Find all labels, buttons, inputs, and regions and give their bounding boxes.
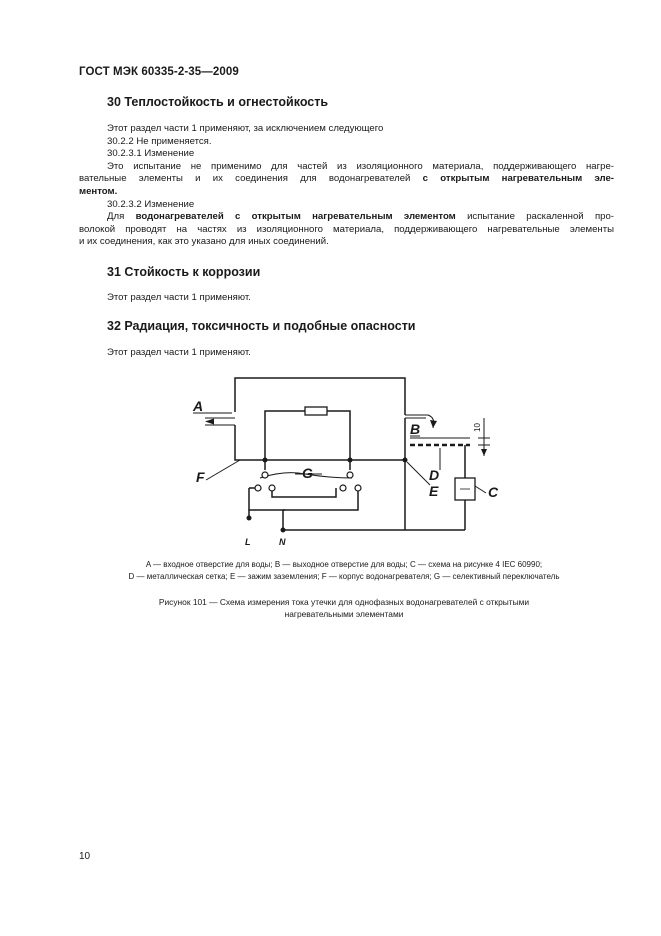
- diagram-wiring: [193, 378, 490, 530]
- para-6-text-c: испытание раскаленной про-: [455, 211, 615, 223]
- switch-contact: [347, 472, 353, 478]
- section-30-para-6-line-2: волокой проводят на частях из изоляционного материала, поддерживающего нагревательные элементы: [79, 223, 614, 235]
- terminal-n-dot: [281, 528, 286, 533]
- leader-e: [407, 462, 430, 485]
- section-30-para-6-line-3: и их соединения, как это указано для иных соединений.: [79, 236, 329, 248]
- section-30-para-3: 30.2.3.1 Изменение: [107, 148, 195, 160]
- figure-legend-line-1: A — входное отверстие для воды; B — выходное отверстие для воды; C — схема на рисунке 4 IEC 60990;: [145, 560, 543, 569]
- junction-dot: [403, 458, 408, 463]
- para-4-bold-end: ментом.: [79, 185, 118, 197]
- label-c: C: [488, 484, 499, 500]
- switch-contact: [255, 485, 261, 491]
- document-header: ГОСТ МЭК 60335-2-35—2009: [79, 66, 239, 78]
- heating-element-wires: [265, 411, 350, 460]
- section-30-para-2: 30.2.2 Не применяется.: [107, 135, 212, 147]
- junction-dot: [263, 458, 268, 463]
- switch-contact: [355, 485, 361, 491]
- heater-body-outline: [235, 378, 405, 415]
- label-f: F: [196, 469, 205, 485]
- para-4-bold: с открытым нагревательным эле-: [422, 173, 614, 185]
- section-30-para-1: Этот раздел части 1 применяют, за исключением следующего: [107, 123, 384, 134]
- section-30-para-4-line-1: Это испытание не применимо для частей из изоляционного материала, поддерживающего нагре-: [107, 160, 614, 172]
- label-g: G: [302, 465, 313, 481]
- dimension-arrow: [481, 449, 487, 456]
- section-32-title: 32 Радиация, токсичность и подобные опасности: [107, 319, 416, 333]
- terminal-l-dot: [247, 516, 252, 521]
- figure-legend-line-2: D — металлическая сетка; E — зажим заземления; F — корпус водонагревателя; G — селективный переключатель: [128, 571, 560, 581]
- leader-c: [475, 486, 486, 493]
- switch-contact: [269, 485, 275, 491]
- switch-contact: [340, 485, 346, 491]
- section-31-title: 31 Стойкость к коррозии: [107, 265, 261, 279]
- section-30-title: 30 Теплостойкость и огнестойкость: [107, 95, 329, 109]
- label-d: D: [429, 467, 440, 483]
- outlet-arrow: [430, 420, 437, 428]
- switch-contact: [262, 472, 268, 478]
- heating-element-resistor: [305, 407, 327, 415]
- section-31-para-1: Этот раздел части 1 применяют.: [107, 292, 251, 303]
- figure-title: [79, 597, 609, 620]
- para-4-text: вательные элементы и их соединения для водонагревателей: [79, 173, 423, 185]
- section-30-para-5: 30.2.3.2 Изменение: [107, 198, 195, 210]
- heater-body-bottom: [235, 425, 405, 460]
- label-b: B: [410, 421, 421, 437]
- terminal-labels: [245, 537, 286, 547]
- label-e: E: [429, 483, 439, 499]
- switch-left-wire: [249, 488, 285, 510]
- leader-f: [206, 460, 240, 480]
- label-l: L: [245, 537, 251, 547]
- label-n: N: [279, 537, 286, 547]
- switch-right-wire: [283, 488, 358, 510]
- junction-dot: [348, 458, 353, 463]
- switch-middle-link: [272, 488, 336, 497]
- junction-dots: [247, 458, 408, 533]
- figure-legend: [79, 559, 609, 582]
- para-6-bold: водонагревателей с открытым нагревательным элементом: [135, 211, 456, 223]
- supply-n-wire: [283, 510, 465, 530]
- inlet-arrow: [205, 419, 214, 425]
- diagram-labels: [192, 398, 499, 500]
- page-number: 10: [79, 851, 91, 862]
- dimension-label: 10: [473, 423, 482, 432]
- para-6-text-a: Для: [107, 211, 136, 223]
- figure-title-line-1: Рисунок 101 — Схема измерения тока утечки для однофазных водонагревателей с открытыми: [158, 597, 530, 607]
- section-32-para-1: Этот раздел части 1 применяют.: [107, 347, 251, 358]
- label-a: A: [193, 398, 204, 414]
- figure-title-line-2: нагревательными элементами: [284, 608, 404, 619]
